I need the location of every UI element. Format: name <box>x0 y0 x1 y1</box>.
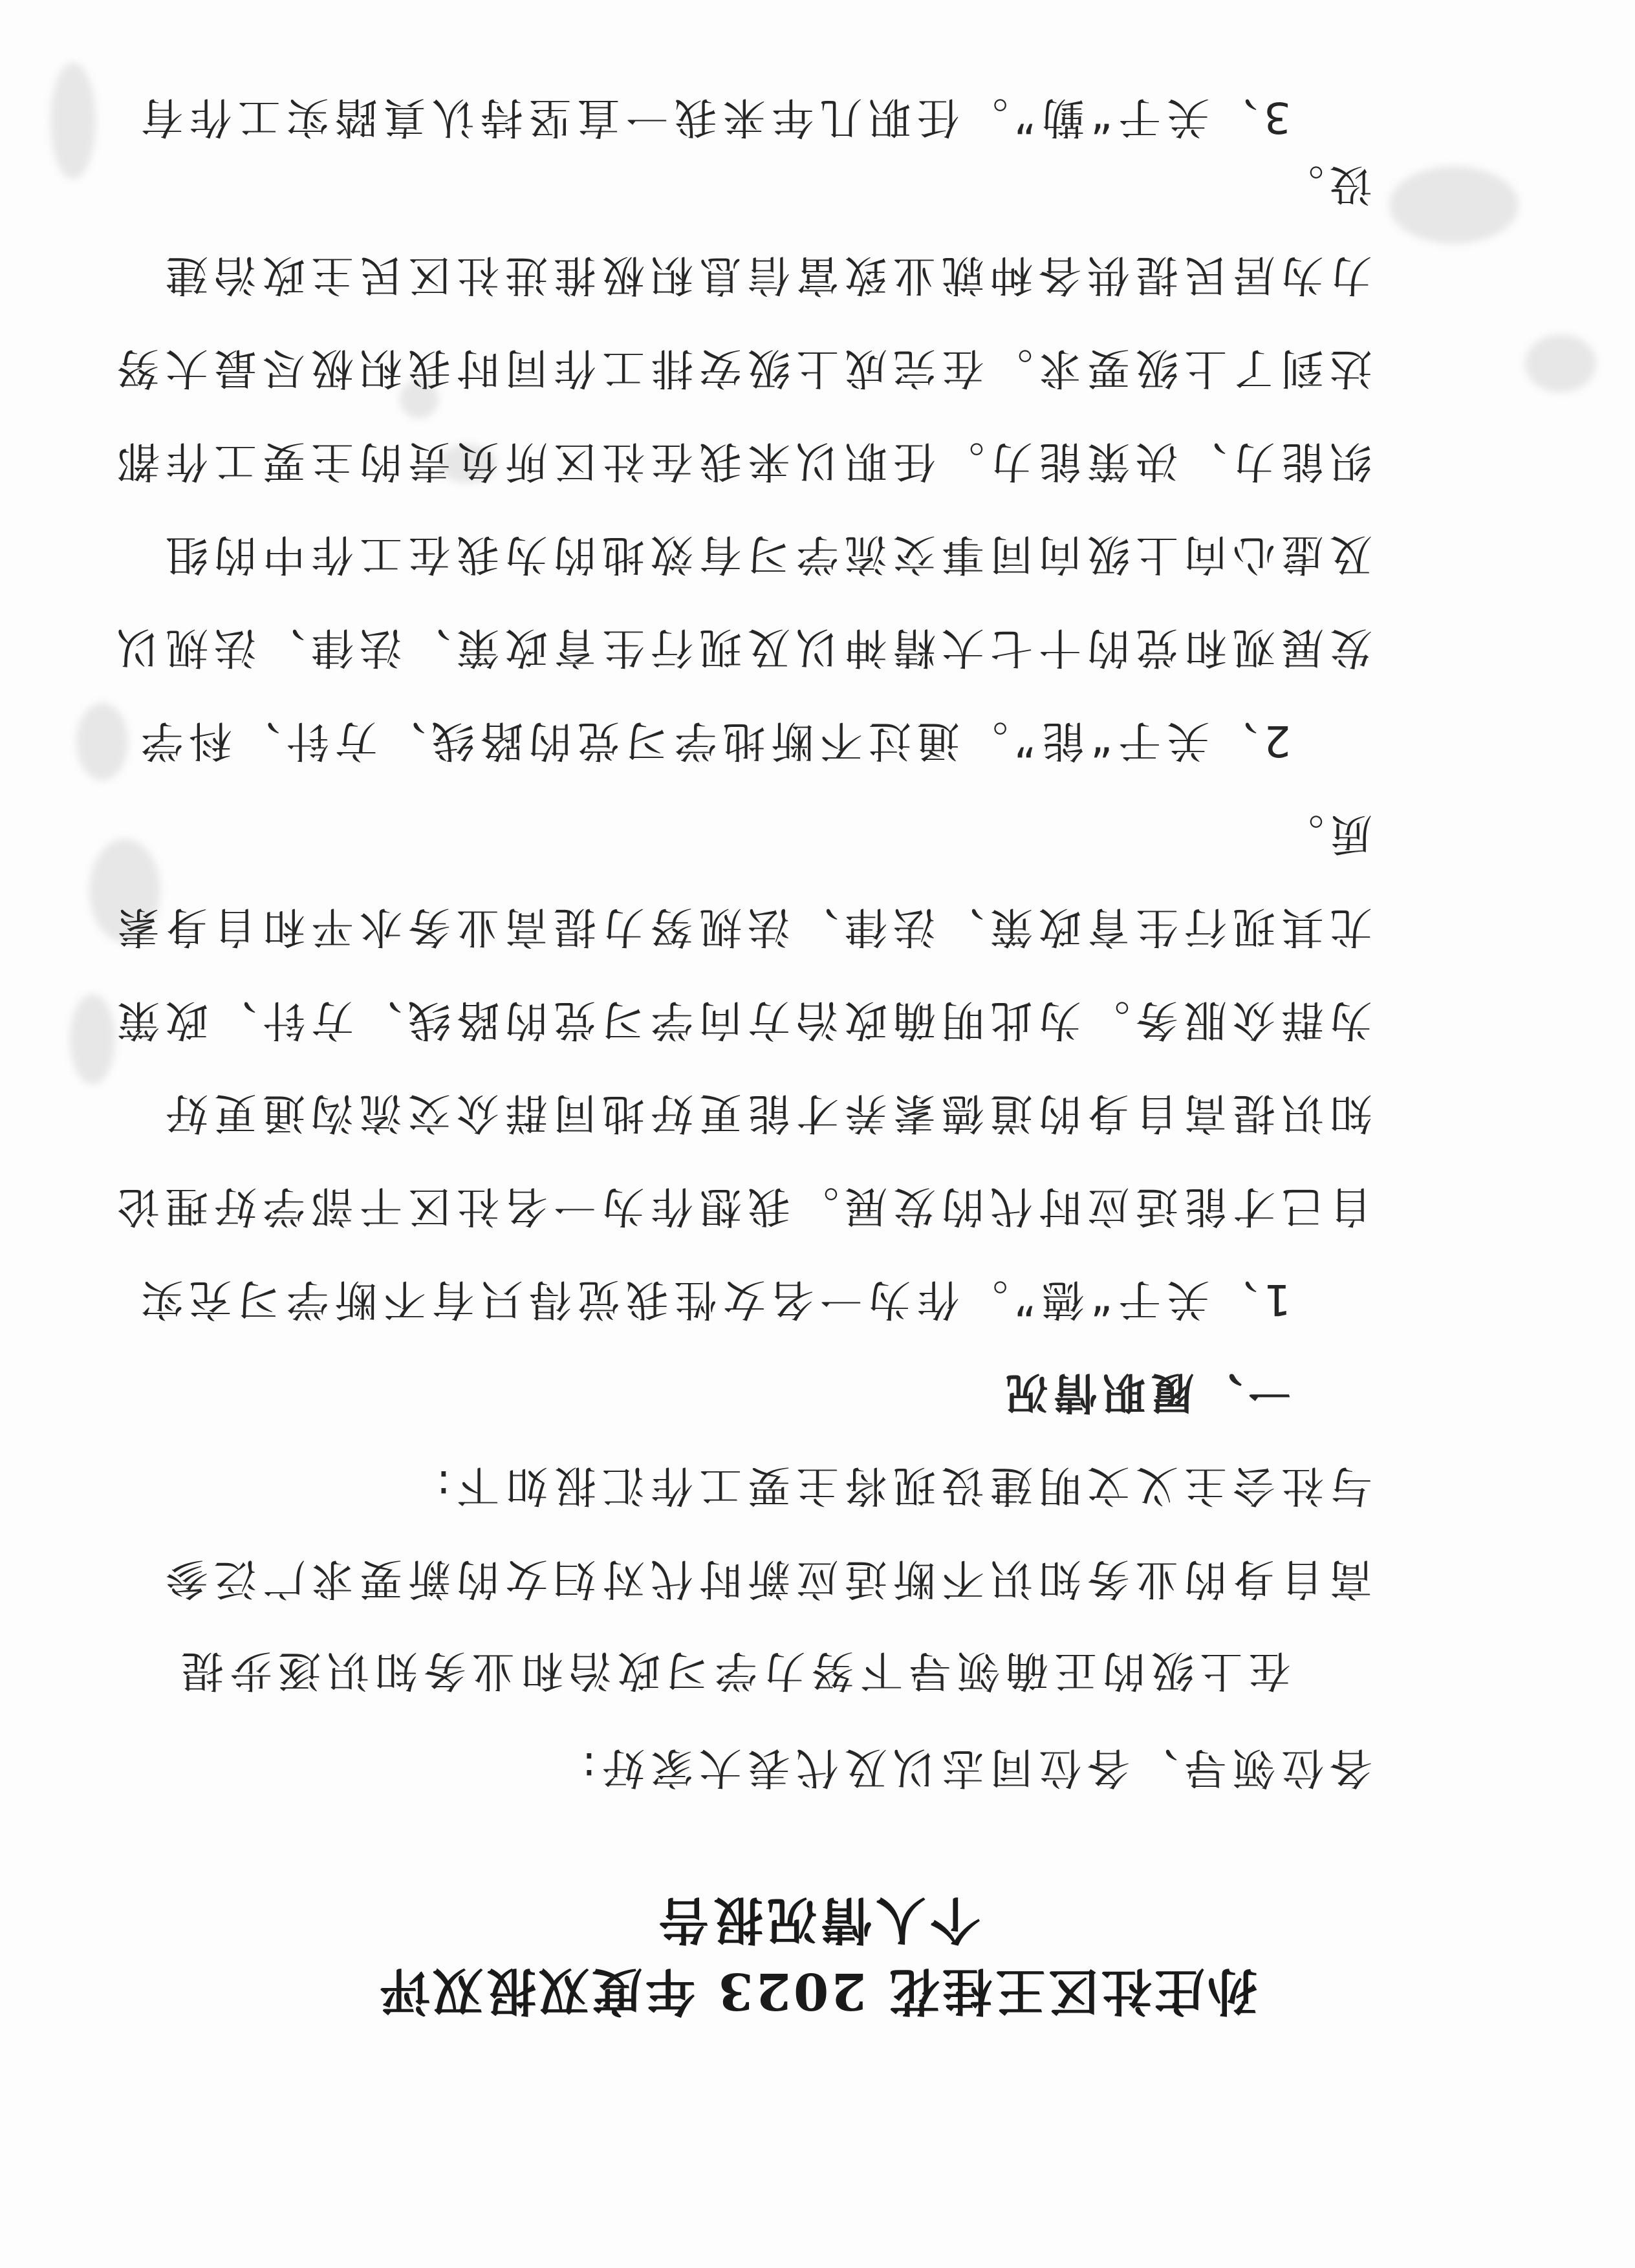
document-title: 孙庄社区王桂花 2023 年度双报双评 <box>377 1961 1258 2020</box>
paragraph-line: 达到了上级要求。在完成上级安排工作同时我积极尽最大努 <box>111 343 1372 393</box>
paragraph-line: 织能力、决策能力。任职以来我在社区所负责的主要工作都 <box>111 437 1372 486</box>
scan-smudge <box>1389 166 1519 244</box>
paragraph-line: 质。 <box>1275 809 1372 859</box>
intro-line: 在上级的正确领导下努力学习政治和业务知识逐步提 <box>175 1646 1291 1696</box>
paragraph-line: 自己才能适应时代的发展。我想作为一名社区干部学好理论 <box>111 1182 1372 1231</box>
greeting: 各位领导、各位同志以及代表大家好: <box>576 1743 1372 1793</box>
paragraph-line: 力为居民提供各种就业致富信息积极推进社区民主政治建 <box>160 250 1372 300</box>
paragraph-line: 设。 <box>1275 160 1372 210</box>
intro-line: 与社会主义文明建设现将主要工作汇报如下: <box>430 1461 1372 1511</box>
document-subtitle: 个人情况报告 <box>655 1890 981 1949</box>
scan-smudge <box>50 63 96 179</box>
paragraph-line: 发展观和党的十七大精神以及现行生育政策、法律、法规以 <box>111 623 1372 673</box>
paragraph-line: 3、关于“勤”。任职几年来我一直坚持认真踏实工作有 <box>135 92 1291 142</box>
paragraph-line: 为群众服务。为此明确政治方向学习党的路线、方针、政策 <box>111 995 1372 1045</box>
intro-line: 高自身的业务知识不断适应新时代对妇女的新要求广泛参 <box>160 1554 1372 1604</box>
paragraph-line: 2、关于“能”。通过不断地学习党的路线、方针、科学 <box>135 716 1291 766</box>
paragraph-line: 尤其现行生育政策、法律、法规努力提高业务水平和自身素 <box>111 902 1372 952</box>
paragraph-line: 1、关于“德”。作为一名女性我觉得只有不断学习充实 <box>135 1275 1291 1324</box>
paragraph-line: 及虚心向上级向同事交流学习有效地的为我在工作中的组 <box>160 530 1372 579</box>
scan-smudge <box>70 994 115 1085</box>
scan-smudge <box>76 703 128 781</box>
scan-smudge <box>1525 334 1596 393</box>
section-heading: 一、履职情况 <box>1000 1368 1291 1418</box>
paragraph-line: 知识提高自身的道德素养才能更好地同群众交流沟通更好 <box>160 1088 1372 1138</box>
